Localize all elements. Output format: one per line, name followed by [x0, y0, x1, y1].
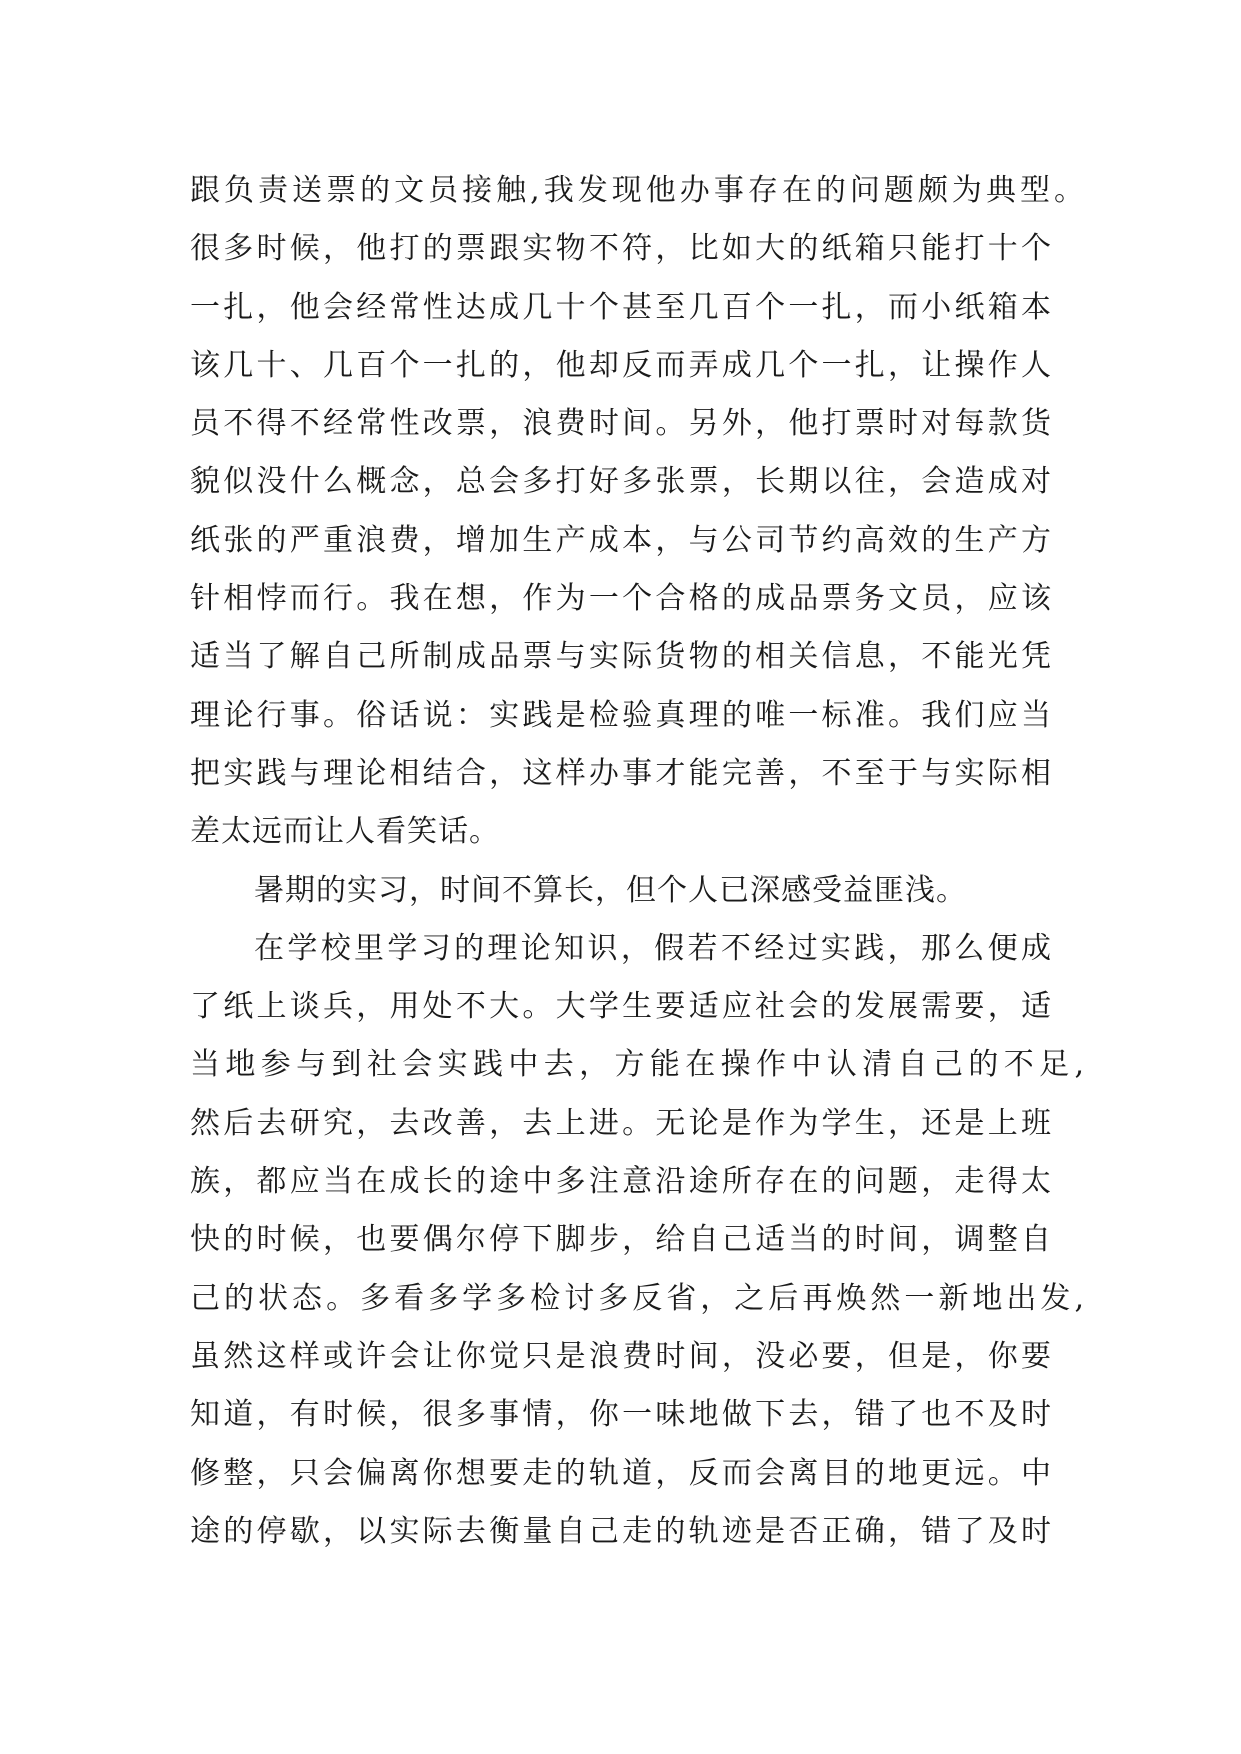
text-line: 当地参与到社会实践中去，方能在操作中认清自己的不足,: [190, 1047, 1085, 1083]
text-line: 虽然这样或许会让你觉只是浪费时间，没必要，但是，你要: [190, 1338, 1052, 1374]
text-line: 纸张的严重浪费，增加生产成本，与公司节约高效的生产方: [190, 522, 1052, 558]
text-line: 族，都应当在成长的途中多注意沿途所存在的问题，走得太: [190, 1164, 1052, 1200]
text-line: 该几十、几百个一扎的，他却反而弄成几个一扎，让操作人: [190, 347, 1052, 383]
text-line: 跟负责送票的文员接触,我发现他办事存在的问题颇为典型。: [190, 173, 1085, 208]
text-line: 快的时候，也要偶尔停下脚步，给自己适当的时间，调整自: [190, 1222, 1052, 1258]
text-line: 一扎，他会经常性达成几十个甚至几百个一扎，而小纸箱本: [190, 289, 1052, 325]
paragraph-first-line: 暑期的实习，时间不算长，但个人已深感受益匪浅。: [254, 872, 967, 908]
text-line: 员不得不经常性改票，浪费时间。另外，他打票时对每款货: [190, 406, 1052, 442]
text-line: 理论行事。俗话说：实践是检验真理的唯一标准。我们应当: [190, 697, 1052, 733]
body-text: [190, 162, 1085, 1561]
text-line: 修整，只会偏离你想要走的轨道，反而会离目的地更远。中: [190, 1455, 1052, 1491]
text-line: 知道，有时候，很多事情，你一味地做下去，错了也不及时: [190, 1397, 1052, 1433]
text-line: 针相悖而行。我在想，作为一个合格的成品票务文员，应该: [190, 581, 1052, 617]
text-line: 貌似没什么概念，总会多打好多张票，长期以往，会造成对: [190, 464, 1052, 500]
text-line: 然后去研究，去改善，去上进。无论是作为学生，还是上班: [190, 1105, 1052, 1141]
text-line: 把实践与理论相结合，这样办事才能完善，不至于与实际相: [190, 755, 1052, 791]
text-line: 很多时候，他打的票跟实物不符，比如大的纸箱只能打十个: [190, 231, 1052, 267]
paragraph-first-line: 在学校里学习的理论知识，假若不经过实践，那么便成: [254, 930, 1052, 966]
text-line: 了纸上谈兵，用处不大。大学生要适应社会的发展需要，适: [190, 989, 1052, 1025]
text-line: 适当了解自己所制成品票与实际货物的相关信息，不能光凭: [190, 639, 1052, 675]
text-line: 己的状态。多看多学多检讨多反省，之后再焕然一新地出发,: [190, 1280, 1085, 1316]
text-line: 差太远而让人看笑话。: [190, 814, 500, 850]
text-line: 途的停歇，以实际去衡量自己走的轨迹是否正确，错了及时: [190, 1513, 1052, 1549]
